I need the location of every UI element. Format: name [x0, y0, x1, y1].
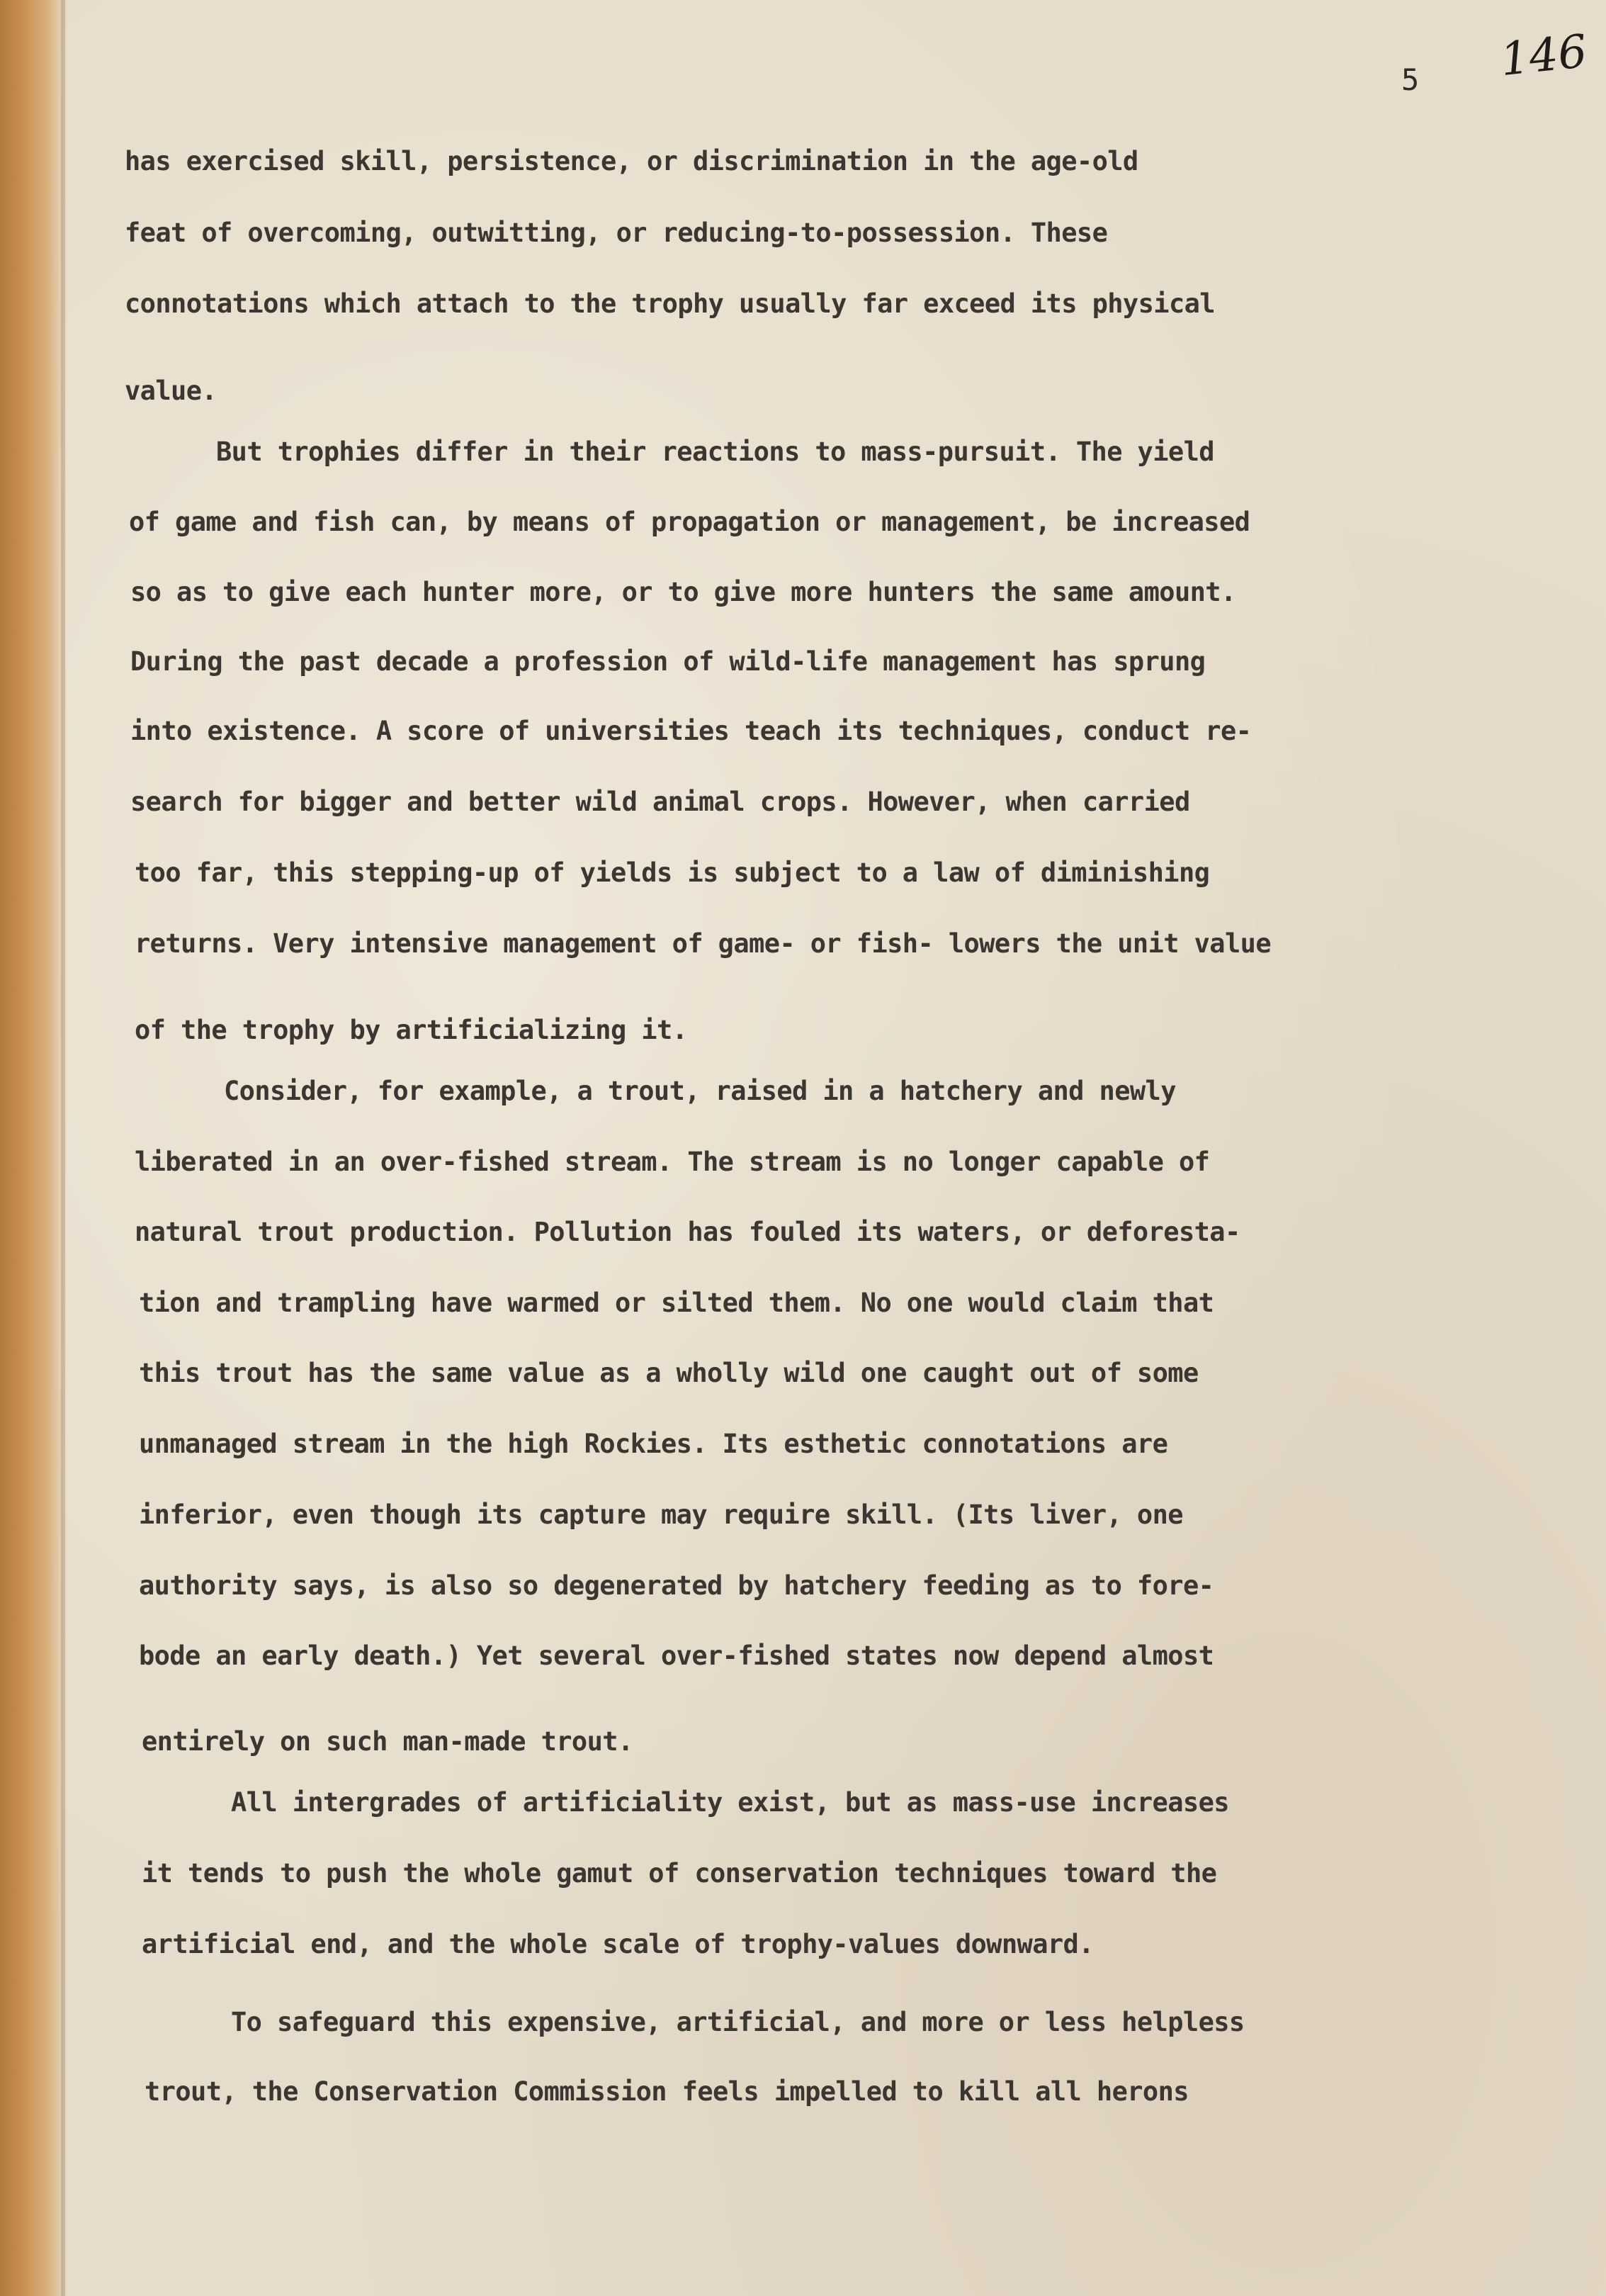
text-line: feat of overcoming, outwitting, or reducing-to-possession. These	[125, 218, 1108, 248]
text-line: natural trout production. Pollution has fouled its waters, or deforesta-	[135, 1217, 1240, 1247]
text-line: liberated in an over-fished stream. The stream is no longer capable of	[135, 1147, 1210, 1177]
text-line: All intergrades of artificiality exist, but as mass-use increases	[231, 1787, 1229, 1818]
handwritten-folio-number: 146	[1498, 25, 1590, 87]
text-line: trout, the Conservation Commission feels impelled to kill all herons	[145, 2076, 1189, 2107]
text-line: To safeguard this expensive, artificial, and more or less helpless	[231, 2007, 1245, 2037]
text-line: But trophies differ in their reactions to mass-pursuit. The yield	[216, 437, 1214, 467]
text-line: Consider, for example, a trout, raised in a hatchery and newly	[224, 1076, 1176, 1106]
text-line: it tends to push the whole gamut of conservation techniques toward the	[142, 1858, 1217, 1889]
text-line: of game and fish can, by means of propagation or management, be increased	[129, 507, 1250, 537]
text-line: search for bigger and better wild animal crops. However, when carried	[130, 787, 1190, 817]
text-line: unmanaged stream in the high Rockies. Its esthetic connotations are	[139, 1429, 1168, 1459]
text-line: too far, this stepping-up of yields is subject to a law of diminishing	[135, 857, 1210, 888]
text-line: this trout has the same value as a wholly wild one caught out of some	[139, 1358, 1199, 1388]
text-line: entirely on such man-made trout.	[142, 1726, 633, 1757]
text-line: value.	[125, 376, 217, 406]
text-line: so as to give each hunter more, or to give more hunters the same amount.	[130, 577, 1236, 607]
text-line: bode an early death.) Yet several over-fished states now depend almost	[139, 1641, 1214, 1671]
text-line: artificial end, and the whole scale of trophy-values downward.	[142, 1929, 1094, 1959]
text-line: has exercised skill, persistence, or discrimination in the age-old	[125, 146, 1138, 176]
text-line: connotations which attach to the trophy usually far exceed its physical	[125, 288, 1215, 319]
text-line: authority says, is also so degenerated by hatchery feeding as to fore-	[139, 1570, 1214, 1601]
text-line: inferior, even though its capture may require skill. (Its liver, one	[139, 1499, 1183, 1530]
text-line: of the trophy by artificializing it.	[135, 1015, 688, 1045]
text-line: During the past decade a profession of wild-life management has sprung	[130, 646, 1206, 677]
page-number: 5	[1401, 62, 1420, 97]
text-line: into existence. A score of universities teach its techniques, conduct re-	[130, 716, 1252, 746]
text-line: returns. Very intensive management of game- or fish- lowers the unit value	[135, 928, 1272, 959]
text-line: tion and trampling have warmed or silted them. No one would claim that	[139, 1288, 1214, 1318]
